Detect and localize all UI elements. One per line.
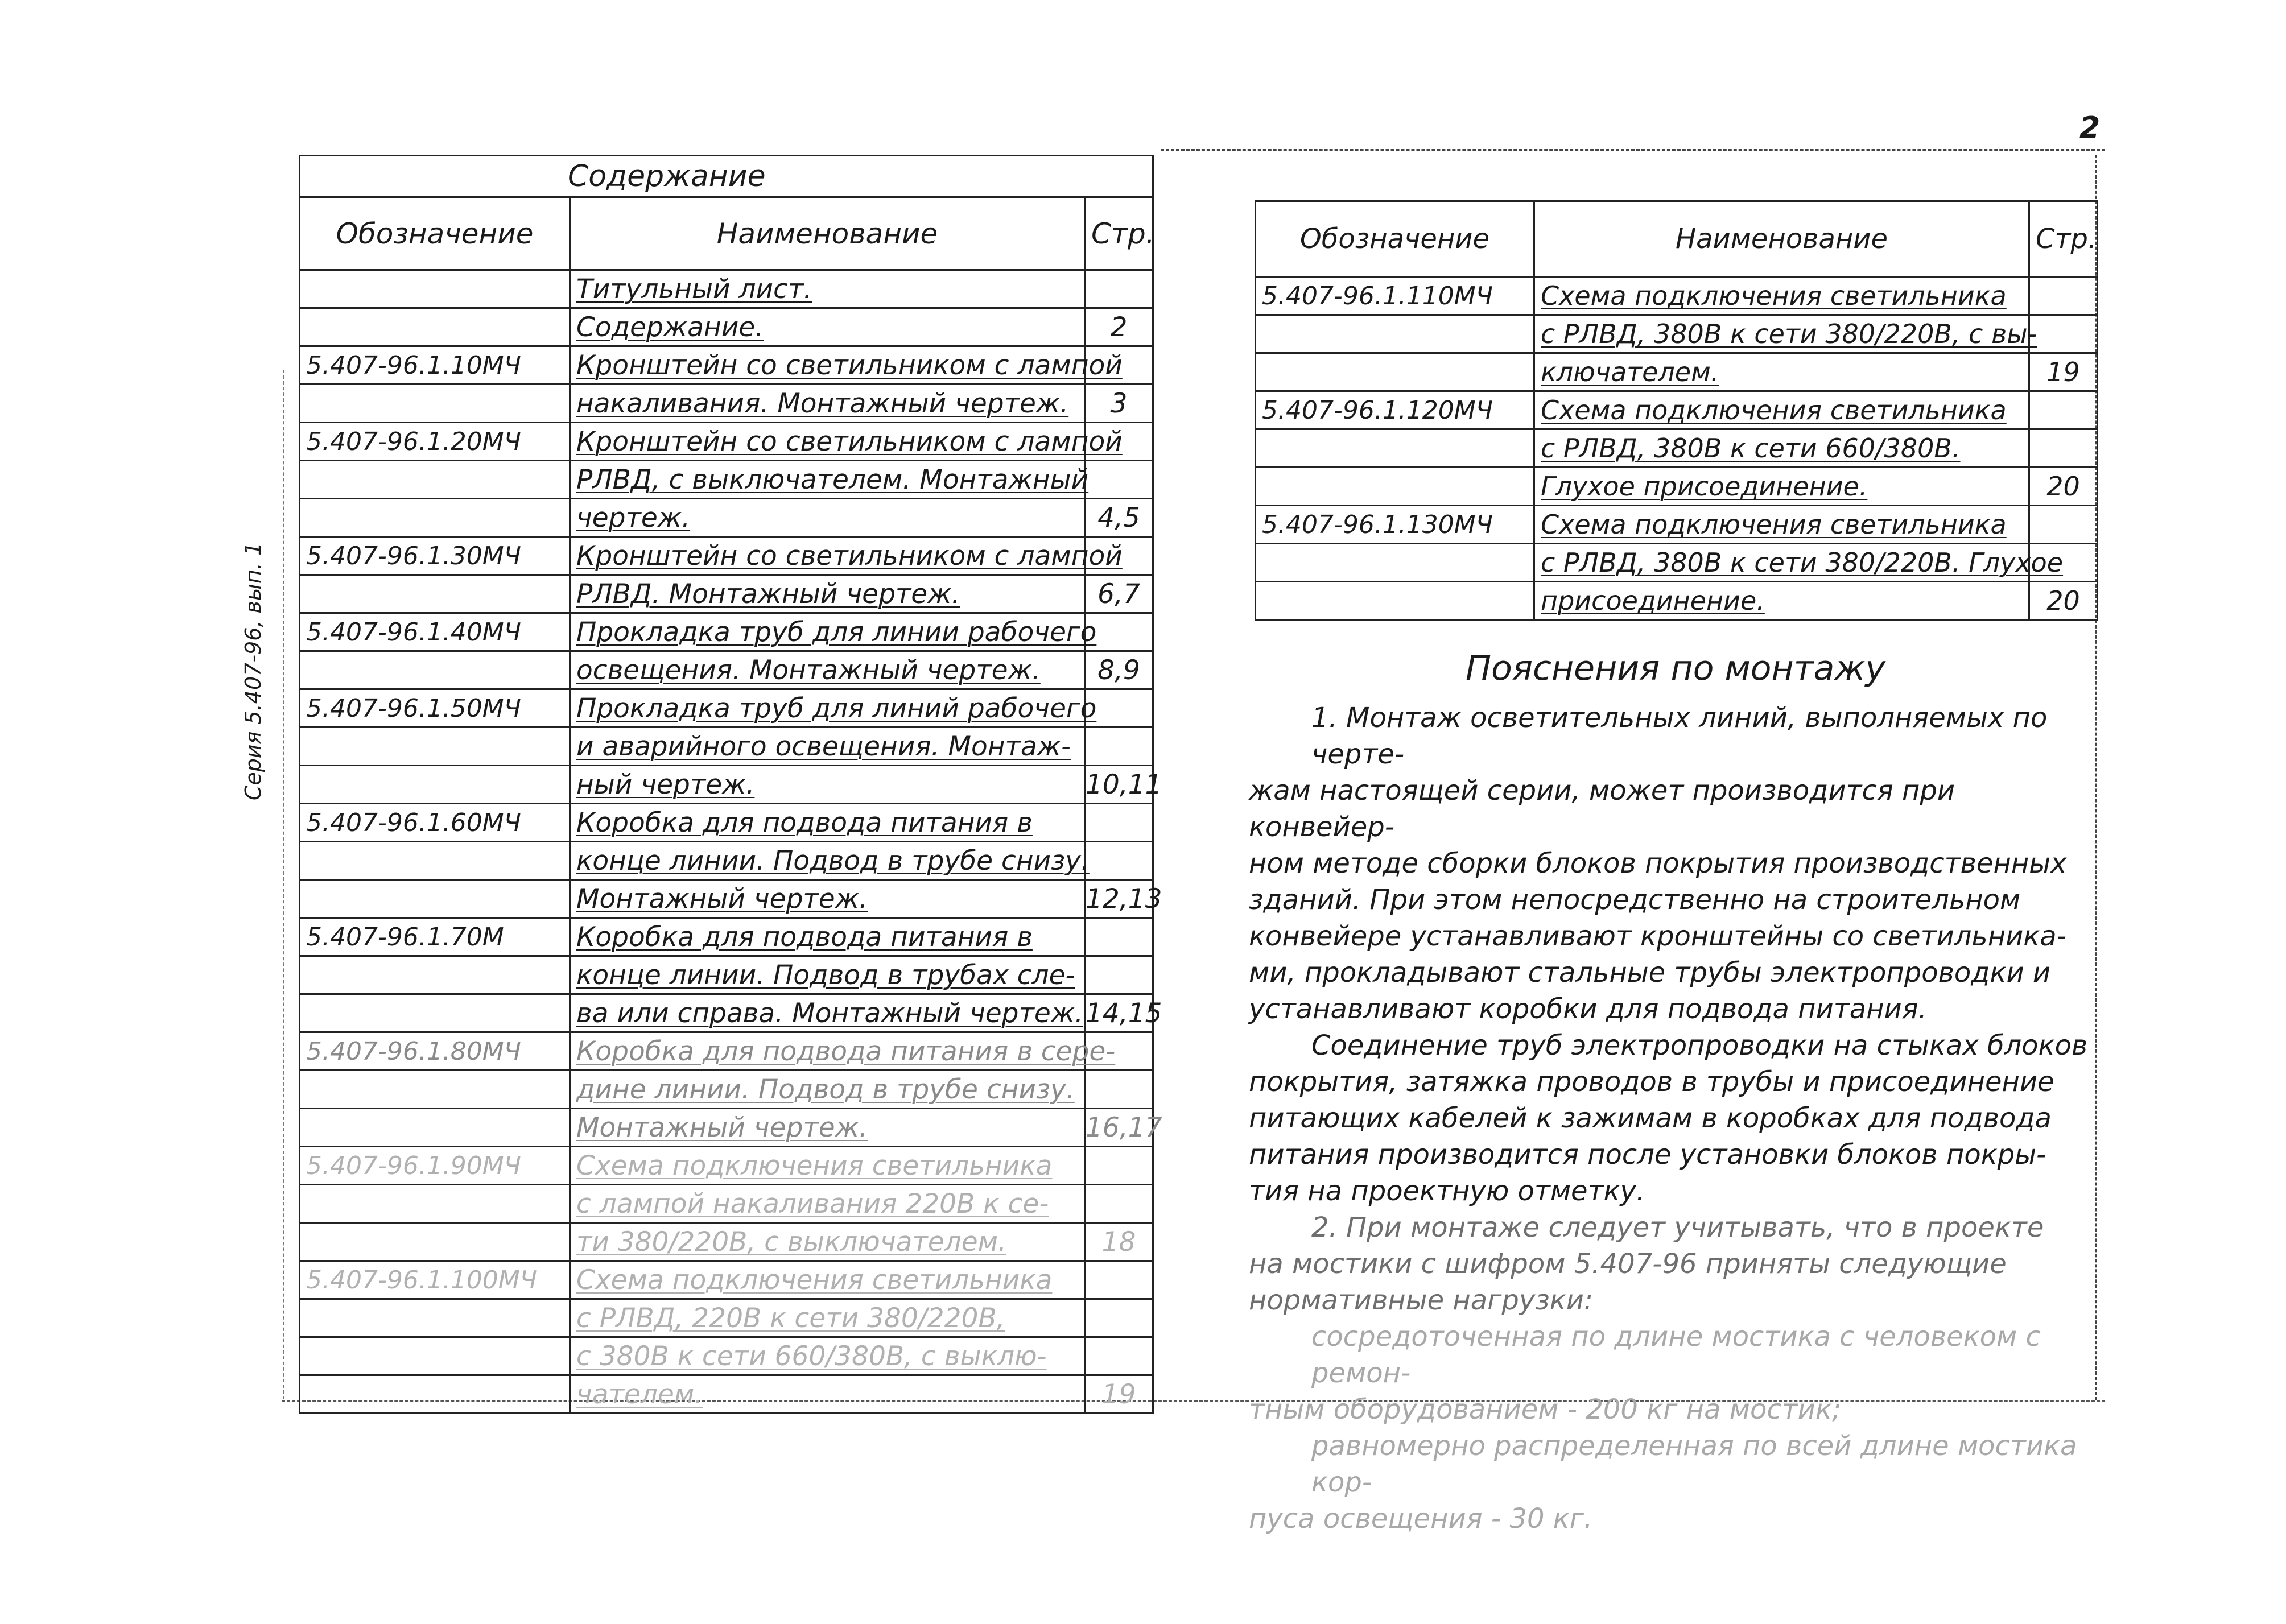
- page-cell: [2029, 277, 2098, 315]
- designation-cell: 5.407-96.1.20МЧ: [300, 423, 570, 461]
- page-cell: [1085, 1147, 1153, 1185]
- notes-line: сосредоточенная по длине мостика с человеком с ремон-: [1311, 1321, 2041, 1389]
- designation-cell: 5.407-96.1.70М: [300, 918, 570, 956]
- designation-cell: [300, 994, 570, 1032]
- installation-notes: [1249, 648, 2102, 1537]
- name-cell: конце линии. Подвод в трубах сле-: [570, 956, 1085, 994]
- table-row: [300, 270, 1153, 308]
- table-row: [1256, 353, 2098, 391]
- designation-cell: 5.407-96.1.90МЧ: [300, 1147, 570, 1185]
- table-row: [1256, 544, 2098, 582]
- page-cell: [1085, 918, 1153, 956]
- table-row: [1256, 468, 2098, 506]
- designation-cell: [1256, 429, 1534, 468]
- notes-line: 1. Монтаж осветительных линий, выполняемых по черте-: [1311, 702, 2048, 770]
- name-cell: Коробка для подвода питания в: [570, 804, 1085, 842]
- name-cell: Титульный лист.: [570, 270, 1085, 308]
- notes-line: покрытия, затяжка проводов в трубы и присоединение: [1249, 1066, 2054, 1098]
- notes-line: жам настоящей серии, может производится при конвейер-: [1249, 775, 1955, 843]
- name-cell: ный чертеж.: [570, 766, 1085, 804]
- table-row: [300, 689, 1153, 728]
- table-row: [300, 613, 1153, 651]
- designation-cell: [300, 1185, 570, 1223]
- table-row: [300, 1071, 1153, 1109]
- page-cell: [1085, 461, 1153, 499]
- designation-cell: [300, 1299, 570, 1337]
- notes-line: питания производится после установки блоков покры-: [1249, 1139, 2046, 1171]
- name-cell: ти 380/220В, с выключателем.: [570, 1223, 1085, 1261]
- table-row: [300, 804, 1153, 842]
- contents-title: Содержание: [300, 156, 1153, 197]
- name-cell: дине линии. Подвод в трубе снизу.: [570, 1071, 1085, 1109]
- name-cell: Схема подключения светильника: [570, 1261, 1085, 1299]
- page-cell: [1085, 1071, 1153, 1109]
- table-row: [300, 994, 1153, 1032]
- notes-line: 2. При монтаже следует учитывать, что в проекте: [1311, 1212, 2044, 1243]
- page-cell: 8,9: [1085, 651, 1153, 689]
- designation-cell: [300, 308, 570, 346]
- designation-cell: 5.407-96.1.30МЧ: [300, 537, 570, 575]
- name-cell: с 380В к сети 660/380В, с выклю-: [570, 1337, 1085, 1375]
- table-row: [300, 728, 1153, 766]
- page-cell: [2029, 391, 2098, 429]
- name-cell: чателем.: [570, 1375, 1085, 1414]
- page-cell: [1085, 842, 1153, 880]
- table-row: [300, 1147, 1153, 1185]
- table-row: [300, 346, 1153, 385]
- page-cell: 12,13: [1085, 880, 1153, 918]
- table-row: [300, 1185, 1153, 1223]
- table-row: [300, 1223, 1153, 1261]
- contents-continued-table: [1255, 200, 2098, 621]
- notes-line: Соединение труб электропроводки на стыках блоков: [1311, 1030, 2088, 1061]
- header-designation: Обозначение: [1256, 201, 1534, 277]
- designation-cell: 5.407-96.1.130МЧ: [1256, 506, 1534, 544]
- contents-table: [299, 155, 1162, 1414]
- notes-line: конвейере устанавливают кронштейны со светильника-: [1249, 920, 2067, 952]
- name-cell: ключателем.: [1534, 353, 2029, 391]
- page-cell: 16,17: [1085, 1109, 1153, 1147]
- designation-cell: [300, 1223, 570, 1261]
- page-cell: [1085, 956, 1153, 994]
- name-cell: накаливания. Монтажный чертеж.: [570, 385, 1085, 423]
- designation-cell: [300, 499, 570, 537]
- designation-cell: [300, 385, 570, 423]
- designation-cell: [300, 728, 570, 766]
- table-row: [300, 1032, 1153, 1071]
- table-row: [300, 766, 1153, 804]
- designation-cell: [300, 880, 570, 918]
- table-row: [1256, 429, 2098, 468]
- table-row: [300, 499, 1153, 537]
- name-cell: с РЛВД, 220В к сети 380/220В,: [570, 1299, 1085, 1337]
- page-cell: 19: [2029, 353, 2098, 391]
- table-row: [300, 461, 1153, 499]
- name-cell: конце линии. Подвод в трубе снизу.: [570, 842, 1085, 880]
- name-cell: и аварийного освещения. Монтаж-: [570, 728, 1085, 766]
- table-row: [1256, 582, 2098, 620]
- page-number: 2: [2079, 111, 2101, 145]
- designation-cell: 5.407-96.1.40МЧ: [300, 613, 570, 651]
- notes-line: нормативные нагрузки:: [1249, 1284, 1594, 1316]
- page-cell: [1085, 1337, 1153, 1375]
- designation-cell: 5.407-96.1.100МЧ: [300, 1261, 570, 1299]
- notes-line: устанавливают коробки для подвода питания.: [1249, 993, 1927, 1025]
- name-cell: Прокладка труб для линии рабочего: [570, 613, 1085, 651]
- table-row: [1256, 315, 2098, 353]
- page-cell: 18: [1085, 1223, 1153, 1261]
- name-cell: Коробка для подвода питания в сере-: [570, 1032, 1085, 1071]
- notes-line: тным оборудованием - 200 кг на мостик;: [1249, 1394, 1842, 1425]
- page-cell: [1085, 1185, 1153, 1223]
- designation-cell: 5.407-96.1.80МЧ: [300, 1032, 570, 1071]
- page-cell: [2029, 506, 2098, 544]
- designation-cell: [300, 1337, 570, 1375]
- designation-cell: [300, 575, 570, 613]
- page-cell: [1085, 804, 1153, 842]
- designation-cell: [300, 956, 570, 994]
- table-row: [300, 575, 1153, 613]
- page-cell: 19: [1085, 1375, 1153, 1414]
- page-cell: 6,7: [1085, 575, 1153, 613]
- name-cell: освещения. Монтажный чертеж.: [570, 651, 1085, 689]
- designation-cell: 5.407-96.1.120МЧ: [1256, 391, 1534, 429]
- header-designation: Обозначение: [300, 197, 570, 270]
- designation-cell: [300, 270, 570, 308]
- table-row: [1256, 391, 2098, 429]
- table-row: [300, 537, 1153, 575]
- designation-cell: 5.407-96.1.50МЧ: [300, 689, 570, 728]
- notes-line: пуса освещения - 30 кг.: [1249, 1503, 1593, 1535]
- designation-cell: [1256, 468, 1534, 506]
- designation-cell: [300, 651, 570, 689]
- header-page: Стр.: [2029, 201, 2098, 277]
- designation-cell: [300, 1375, 570, 1414]
- notes-line: зданий. При этом непосредственно на строительном: [1249, 884, 2021, 916]
- page-cell: 14,15: [1085, 994, 1153, 1032]
- name-cell: с РЛВД, 380В к сети 660/380В.: [1534, 429, 2029, 468]
- page-cell: [2029, 429, 2098, 468]
- table-row: [300, 1261, 1153, 1299]
- name-cell: чертеж.: [570, 499, 1085, 537]
- table-row: [300, 1337, 1153, 1375]
- page-cell: 20: [2029, 582, 2098, 620]
- page-cell: 4,5: [1085, 499, 1153, 537]
- designation-cell: [300, 1071, 570, 1109]
- name-cell: Коробка для подвода питания в: [570, 918, 1085, 956]
- table-row: [300, 1109, 1153, 1147]
- name-cell: Кронштейн со светильником с лампой: [570, 423, 1085, 461]
- frame-top-border: [1161, 149, 2105, 151]
- designation-cell: [300, 461, 570, 499]
- name-cell: РЛВД, с выключателем. Монтажный: [570, 461, 1085, 499]
- name-cell: с лампой накаливания 220В к се-: [570, 1185, 1085, 1223]
- table-row: [300, 918, 1153, 956]
- name-cell: Монтажный чертеж.: [570, 880, 1085, 918]
- name-cell: с РЛВД, 380В к сети 380/220В. Глухое: [1534, 544, 2029, 582]
- page-cell: 2: [1085, 308, 1153, 346]
- notes-line: ном методе сборки блоков покрытия производственных: [1249, 848, 2067, 879]
- header-name: Наименование: [1534, 201, 2029, 277]
- name-cell: Прокладка труб для линий рабочего: [570, 689, 1085, 728]
- name-cell: Схема подключения светильника: [570, 1147, 1085, 1185]
- name-cell: Кронштейн со светильником с лампой: [570, 537, 1085, 575]
- header-page: Стр.: [1085, 197, 1153, 270]
- name-cell: Схема подключения светильника: [1534, 391, 2029, 429]
- table-row: [300, 308, 1153, 346]
- designation-cell: [300, 766, 570, 804]
- table-row: [300, 651, 1153, 689]
- notes-line: равномерно распределенная по всей длине мостика кор-: [1311, 1430, 2077, 1498]
- table-row: [300, 1375, 1153, 1414]
- page-cell: [1085, 1261, 1153, 1299]
- table-row: [300, 842, 1153, 880]
- notes-title: Пояснения по монтажу: [1466, 648, 1885, 688]
- table-row: [300, 385, 1153, 423]
- table-row: [300, 1299, 1153, 1337]
- name-cell: Кронштейн со светильником с лампой: [570, 346, 1085, 385]
- designation-cell: 5.407-96.1.10МЧ: [300, 346, 570, 385]
- name-cell: Схема подключения светильника: [1534, 506, 2029, 544]
- name-cell: с РЛВД, 380В к сети 380/220В, с вы-: [1534, 315, 2029, 353]
- name-cell: РЛВД. Монтажный чертеж.: [570, 575, 1085, 613]
- page-cell: 20: [2029, 468, 2098, 506]
- table-row: [300, 956, 1153, 994]
- notes-line: питающих кабелей к зажимам в коробках для подвода: [1249, 1102, 2052, 1134]
- frame-left-margin: [283, 370, 284, 1399]
- name-cell: Глухое присоединение.: [1534, 468, 2029, 506]
- designation-cell: 5.407-96.1.60МЧ: [300, 804, 570, 842]
- name-cell: Схема подключения светильника: [1534, 277, 2029, 315]
- notes-line: ми, прокладывают стальные трубы электропроводки и: [1249, 957, 2051, 989]
- designation-cell: [300, 842, 570, 880]
- designation-cell: [1256, 353, 1534, 391]
- notes-line: тия на проектную отметку.: [1249, 1175, 1645, 1207]
- name-cell: ва или справа. Монтажный чертеж.: [570, 994, 1085, 1032]
- table-row: [300, 880, 1153, 918]
- page-cell: [1085, 1299, 1153, 1337]
- page-cell: [1085, 728, 1153, 766]
- name-cell: Монтажный чертеж.: [570, 1109, 1085, 1147]
- page-cell: 3: [1085, 385, 1153, 423]
- designation-cell: 5.407-96.1.110МЧ: [1256, 277, 1534, 315]
- table-row: [300, 423, 1153, 461]
- page-cell: 10,11: [1085, 766, 1153, 804]
- designation-cell: [1256, 544, 1534, 582]
- name-cell: Содержание.: [570, 308, 1085, 346]
- page-cell: [2029, 315, 2098, 353]
- designation-cell: [1256, 582, 1534, 620]
- designation-cell: [1256, 315, 1534, 353]
- table-row: [1256, 506, 2098, 544]
- notes-line: на мостики с шифром 5.407-96 приняты следующие: [1249, 1248, 2007, 1280]
- series-side-label: Серия 5.407-96, вып. 1: [241, 542, 266, 801]
- header-name: Наименование: [570, 197, 1085, 270]
- name-cell: присоединение.: [1534, 582, 2029, 620]
- designation-cell: [300, 1109, 570, 1147]
- table-row: [1256, 277, 2098, 315]
- page-cell: [1085, 270, 1153, 308]
